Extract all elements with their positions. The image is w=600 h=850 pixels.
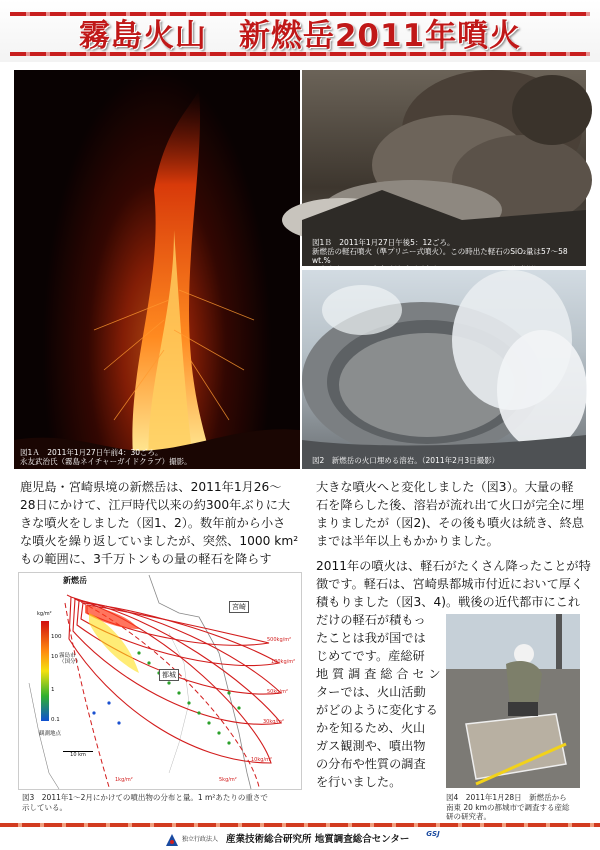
body-right-column-narrow: だけの軽石が積もっ たことは我が国では じめてです。産総研 地 質 調 査 総 合 セ ン ターでは、火山活動 がどのように変化する かを知るため、火山 ガス観測や、噴出物 の分布や性質の調査 を行いました。	[316, 613, 441, 789]
figure-2-caption: 図2 新燃岳の火口埋める溶岩。（2011年2月3日撮影）	[312, 456, 500, 465]
figure-4-photo	[446, 614, 580, 788]
contour-label-10: 10kg/m²	[251, 757, 272, 763]
contour-label-1: 1kg/m²	[115, 777, 133, 783]
legend-survey-points: 観測地点	[39, 731, 62, 737]
gsj-logo-icon: GSJ	[426, 830, 440, 838]
figure-3-caption: 図3 2011年1～2月にかけての噴出物の分布と量。1 m²あたりの重さで 示している。	[22, 793, 268, 812]
crater-illustration	[302, 270, 586, 469]
footer-org-main: 産業技術総合研究所 地質調査総合センター	[226, 834, 410, 845]
map-label-miyakonojo: 都城	[159, 669, 179, 681]
legend-tick-10: 10	[51, 654, 58, 660]
footer-org-small: 独立行政法人	[182, 836, 219, 843]
figure-1a-caption: 図1Ａ 2011年1月27日午前4：30ごろ。 永友武治氏（霧島ネイチャーガイドクラブ）撮影。	[20, 448, 192, 466]
legend-kirishima: 霧島市 （国分）	[59, 653, 82, 665]
figure-1a-photo	[14, 70, 300, 469]
map-scale-bar: 10 km	[63, 751, 93, 758]
body-left-column: 鹿児島・宮崎県境の新燃岳は、2011年1月26～ 28日にかけて、江戸時代以来の約300年ぶりに大 きな噴火をしました（図1、2）。数年前から小さ な噴火を繰り返していましたが、突然、1000 km² もの範囲に、3千万トンもの量の軽石を降らす	[20, 480, 299, 566]
figure-2-photo	[302, 270, 586, 469]
figure-1b-photo	[302, 70, 586, 266]
figure-3-map	[18, 572, 302, 790]
body-right-column-p1: 大きな噴火へと変化しました（図3）。大量の軽 石を降らした後、溶岩が流れ出て火口が完全に埋 まりましたが（図2)、その後も噴火は続き、終息 までは半年以上もかかりました。	[316, 480, 585, 548]
figure-1b-caption: 図1Ｂ 2011年1月27日午後5：12ごろ。 新燃岳の軽石噴火（準プリニー式噴火）。この時出た軽石のSiO₂量は57～58 wt.%	[312, 238, 568, 265]
ash-plume-illustration	[302, 70, 586, 266]
aist-logo-icon	[166, 831, 178, 843]
contour-label-100: 100kg/m²	[271, 659, 296, 665]
lava-fountain-illustration	[14, 70, 300, 469]
body-right-column-p2: 2011年の噴火は、軽石がたくさん降ったことが特 徴です。軽石は、宮崎県都城市付近において厚く 積もりました（図3、4)。戦後の近代都市にこれ	[316, 559, 591, 609]
legend-unit: kg/m²	[37, 611, 52, 617]
legend-tick-01: 0.1	[51, 717, 60, 723]
page-title: 霧島火山 新燃岳2011年噴火	[78, 18, 522, 54]
contour-label-500: 500kg/m²	[267, 637, 292, 643]
map-label-miyazaki: 宮崎	[229, 601, 249, 613]
map-label-shinmoe: 新燃岳	[63, 576, 87, 585]
footer-stripe	[0, 823, 600, 827]
legend-ticks: 100	[51, 634, 62, 640]
figure-4-caption: 図4 2011年1月28日 新燃岳から 南東 20 kmの都城市で調査する産総 研の研究者。	[446, 793, 570, 821]
contour-label-5: 5kg/m²	[219, 777, 237, 783]
legend-tick-1: 1	[51, 687, 55, 693]
contour-label-30: 30kg/m²	[263, 719, 284, 725]
researcher-illustration	[446, 614, 580, 788]
contour-label-50: 50kg/m²	[267, 689, 288, 695]
